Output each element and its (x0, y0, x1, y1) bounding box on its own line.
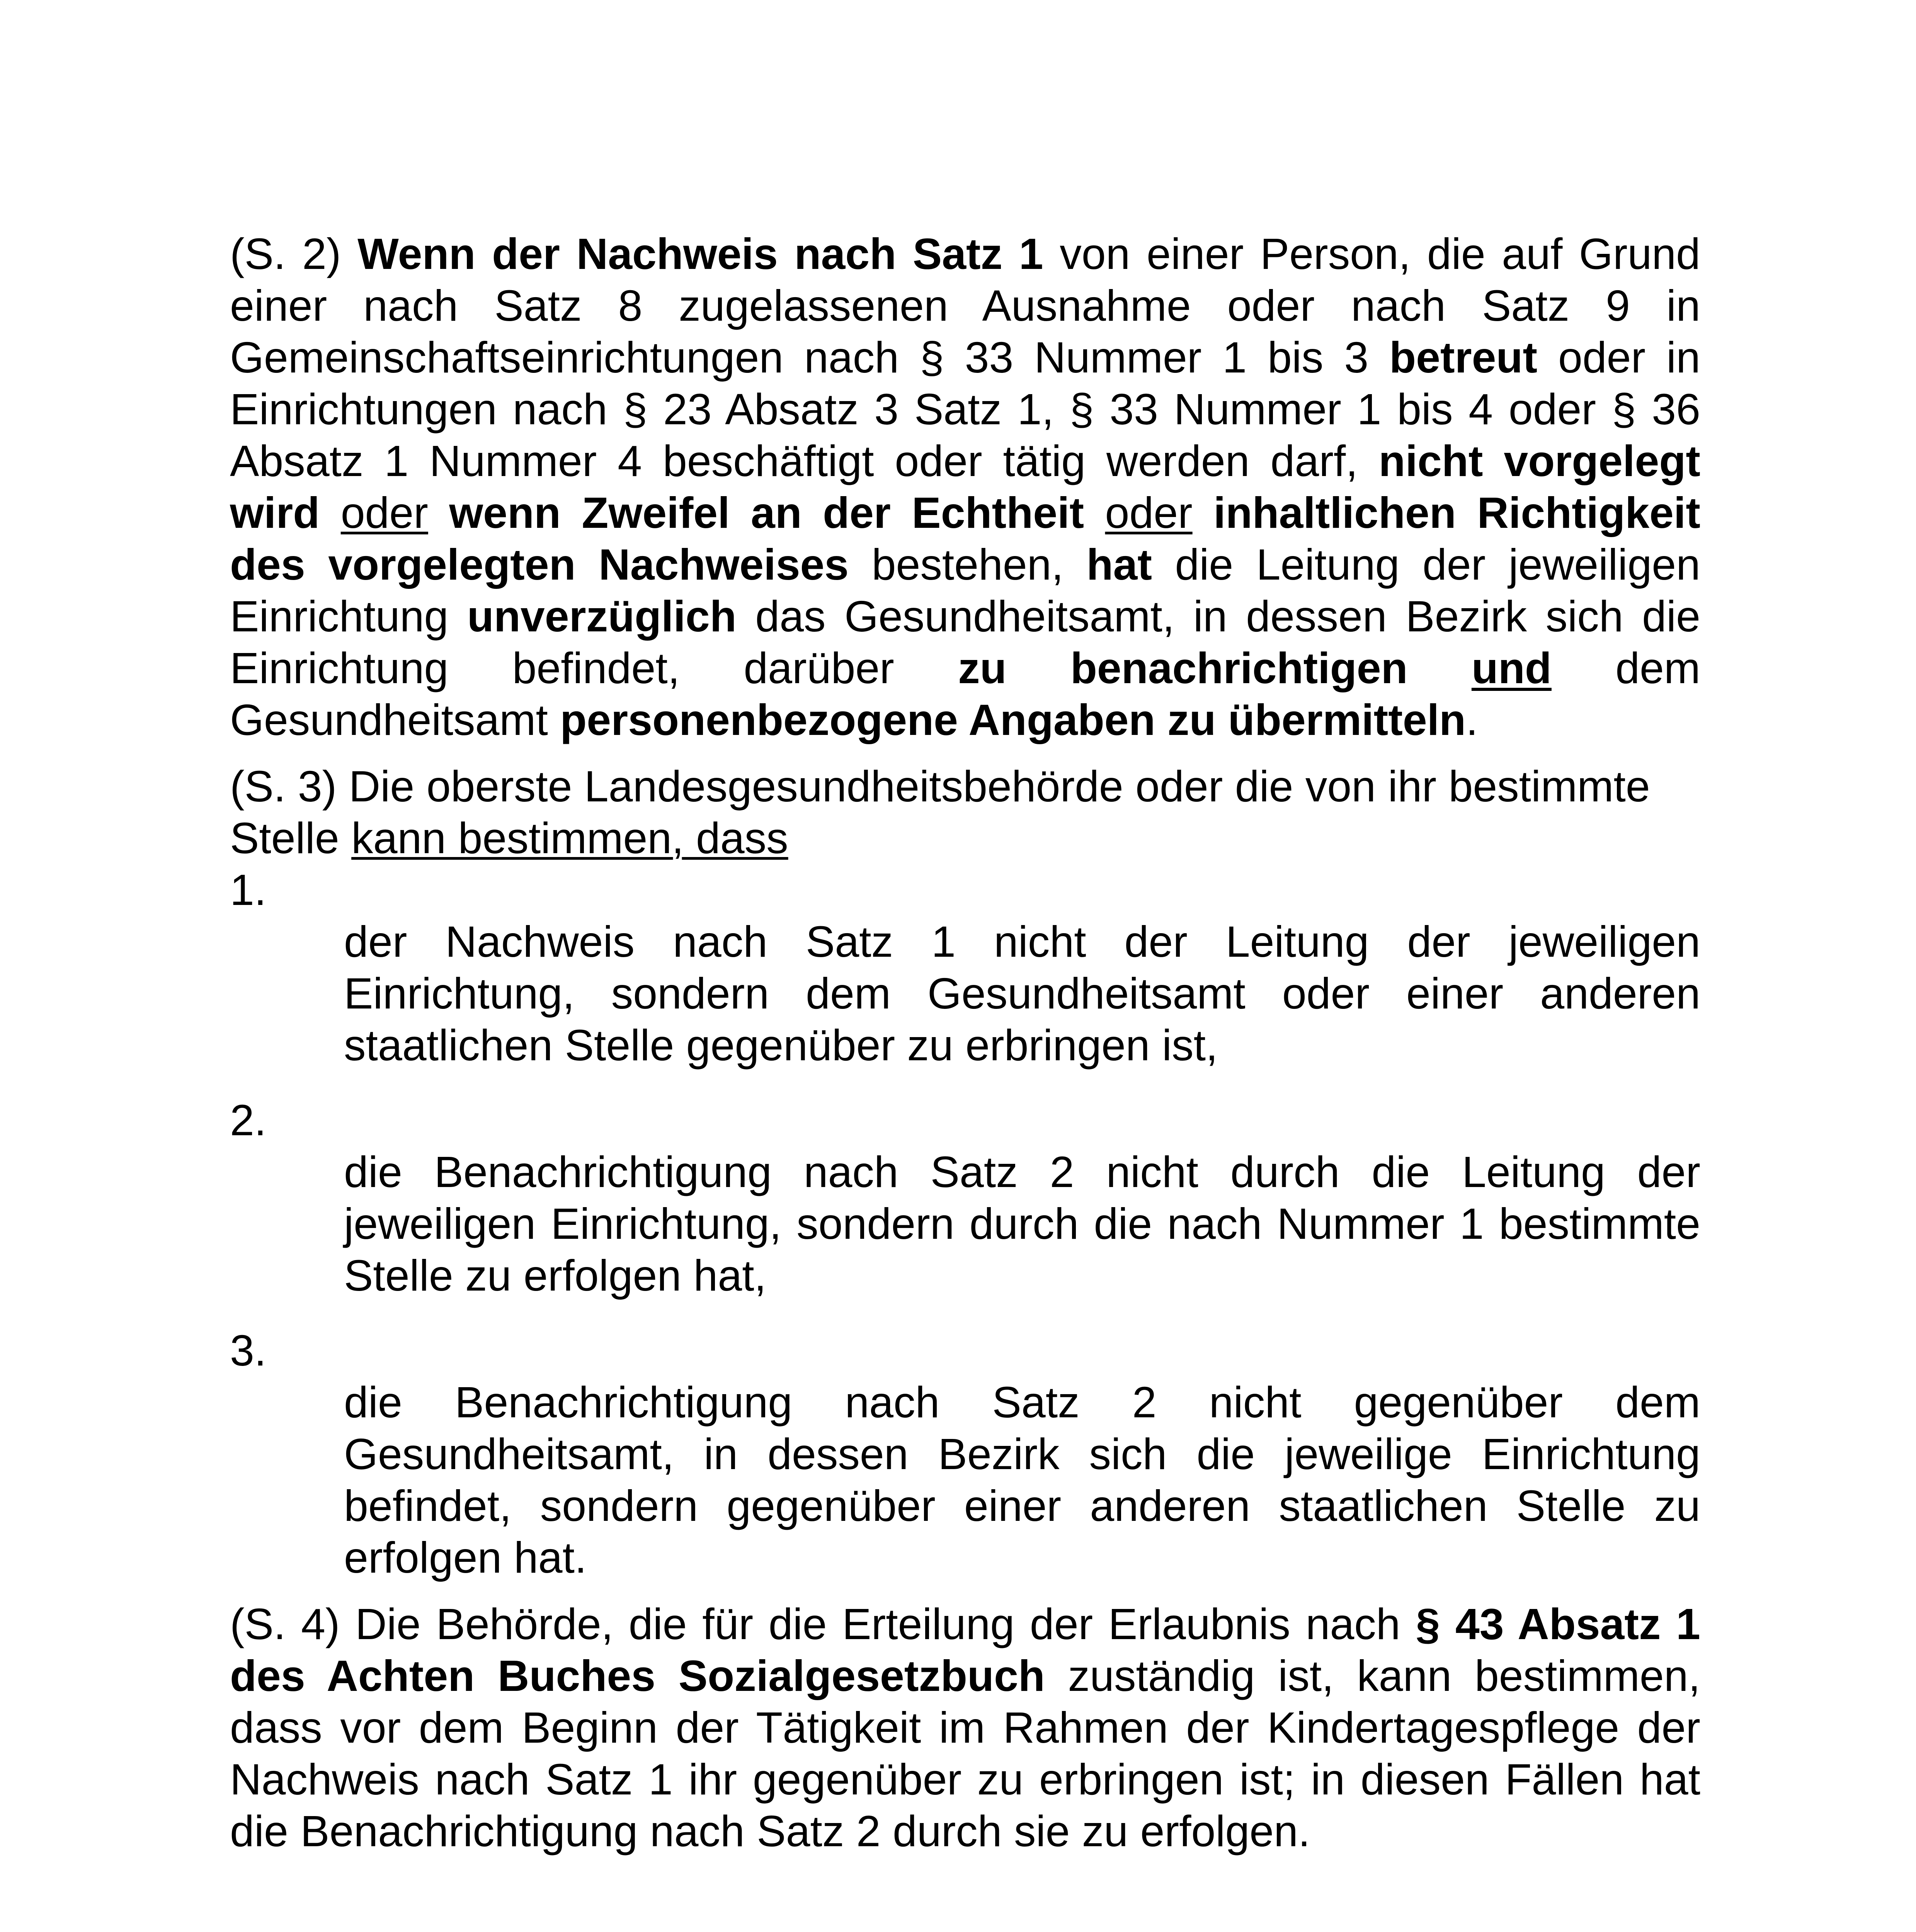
s2-text-4: oder in Einrichtungen nach § 23 Absatz 3 Satz 1, § 33 Nummer 1 bis 4 oder § 36 Absatz 1 Nummer 4 beschäftigt oder tätig werden darf, (230, 333, 1700, 485)
list-item (230, 1094, 1700, 1301)
s2-text-2: von einer Person, die auf Grund einer nach Satz 8 zugelassenen Ausnahme oder nach Satz 9 in Gemeinschaftseinrichtungen nach § 33 Nummer 1 bis 3 (230, 230, 1700, 382)
s2-underlined-6: oder (340, 488, 428, 537)
s2-bold-7: wenn Zweifel an der Echtheit (449, 488, 1084, 537)
s3-numbered-list (230, 864, 1700, 1583)
s2-text-12: die Leitung der jeweiligen Einrichtung (230, 540, 1700, 641)
s4-text-1: Die Behörde, die für die Erteilung der Erlaubnis nach (355, 1600, 1400, 1648)
sentence-label-s3: (S. 3) (230, 762, 337, 811)
s2-bold-18: personenbezogene Angaben zu übermitteln (560, 696, 1466, 744)
list-item-text: die Benachrichtigung nach Satz 2 nicht durch die Leitung der jeweiligen Einrichtung, sondern durch die nach Nummer 1 bestimmte Stelle zu erfolgen hat, (344, 1148, 1700, 1300)
list-item-number: 2. (230, 1096, 267, 1145)
sentence-label-s4: (S. 4) (230, 1600, 340, 1648)
s2-underlined-8: oder (1105, 488, 1193, 537)
s3-underlined-2: kann bestimmen, dass (351, 814, 788, 862)
s2-bold-13: unverzüglich (467, 592, 737, 641)
paragraph-s4 (230, 1598, 1700, 1857)
s2-bold-9: inhaltlichen Richtigkeit des vorgelegten Nachweises (230, 488, 1700, 589)
s2-bold-underlined-16: und (1471, 644, 1552, 692)
paragraph-s5 (230, 1930, 1700, 1932)
sentence-label-s2: (S. 2) (230, 230, 341, 278)
list-item (230, 864, 1700, 1071)
list-item (230, 1325, 1700, 1583)
s2-bold-15: zu benachrichtigen (958, 644, 1408, 692)
paragraph-s2 (230, 228, 1700, 746)
s2-bold-11: hat (1086, 540, 1152, 589)
list-item-number: 1. (230, 866, 267, 914)
s4-bold-2: § 43 Absatz 1 des Achten Buches Sozialgesetzbuch (230, 1600, 1700, 1700)
s2-text-10: bestehen, (871, 540, 1063, 589)
list-item-number: 3. (230, 1326, 267, 1375)
s2-text-14: das Gesundheitsamt, in dessen Bezirk sich die Einrichtung befindet, darüber (230, 592, 1700, 692)
s2-bold-5: nicht vorgelegt wird (230, 437, 1700, 537)
document-page (230, 228, 1700, 1932)
s2-text-17: dem Gesundheitsamt (230, 644, 1701, 744)
s4-text-3: zuständig ist, kann bestimmen, dass vor dem Beginn der Tätigkeit im Rahmen der Kindertagespflege der Nachweis nach Satz 1 ihr gegenüber zu erbringen ist; in diesen Fällen hat die Benachrichtigung nach Satz 2 durch sie zu erfolgen. (230, 1651, 1700, 1855)
s2-text-19: . (1466, 696, 1478, 744)
list-item-text: der Nachweis nach Satz 1 nicht der Leitung der jeweiligen Einrichtung, sondern dem Gesundheitsamt oder einer anderen staatlichen Stelle gegenüber zu erbringen ist, (344, 917, 1700, 1070)
paragraph-s3 (230, 760, 1700, 864)
list-item-text: die Benachrichtigung nach Satz 2 nicht gegenüber dem Gesundheitsamt, in dessen Bezirk sich die jeweilige Einrichtung befindet, sondern gegenüber einer anderen staatlichen Stelle zu erfolgen hat. (344, 1378, 1700, 1582)
s3-text-1: Die oberste Landesgesundheitsbehörde oder die von ihr bestimmte Stelle (230, 762, 1650, 862)
s2-bold-1: Wenn der Nachweis nach Satz 1 (357, 230, 1043, 278)
s2-bold-3: betreut (1389, 333, 1538, 382)
